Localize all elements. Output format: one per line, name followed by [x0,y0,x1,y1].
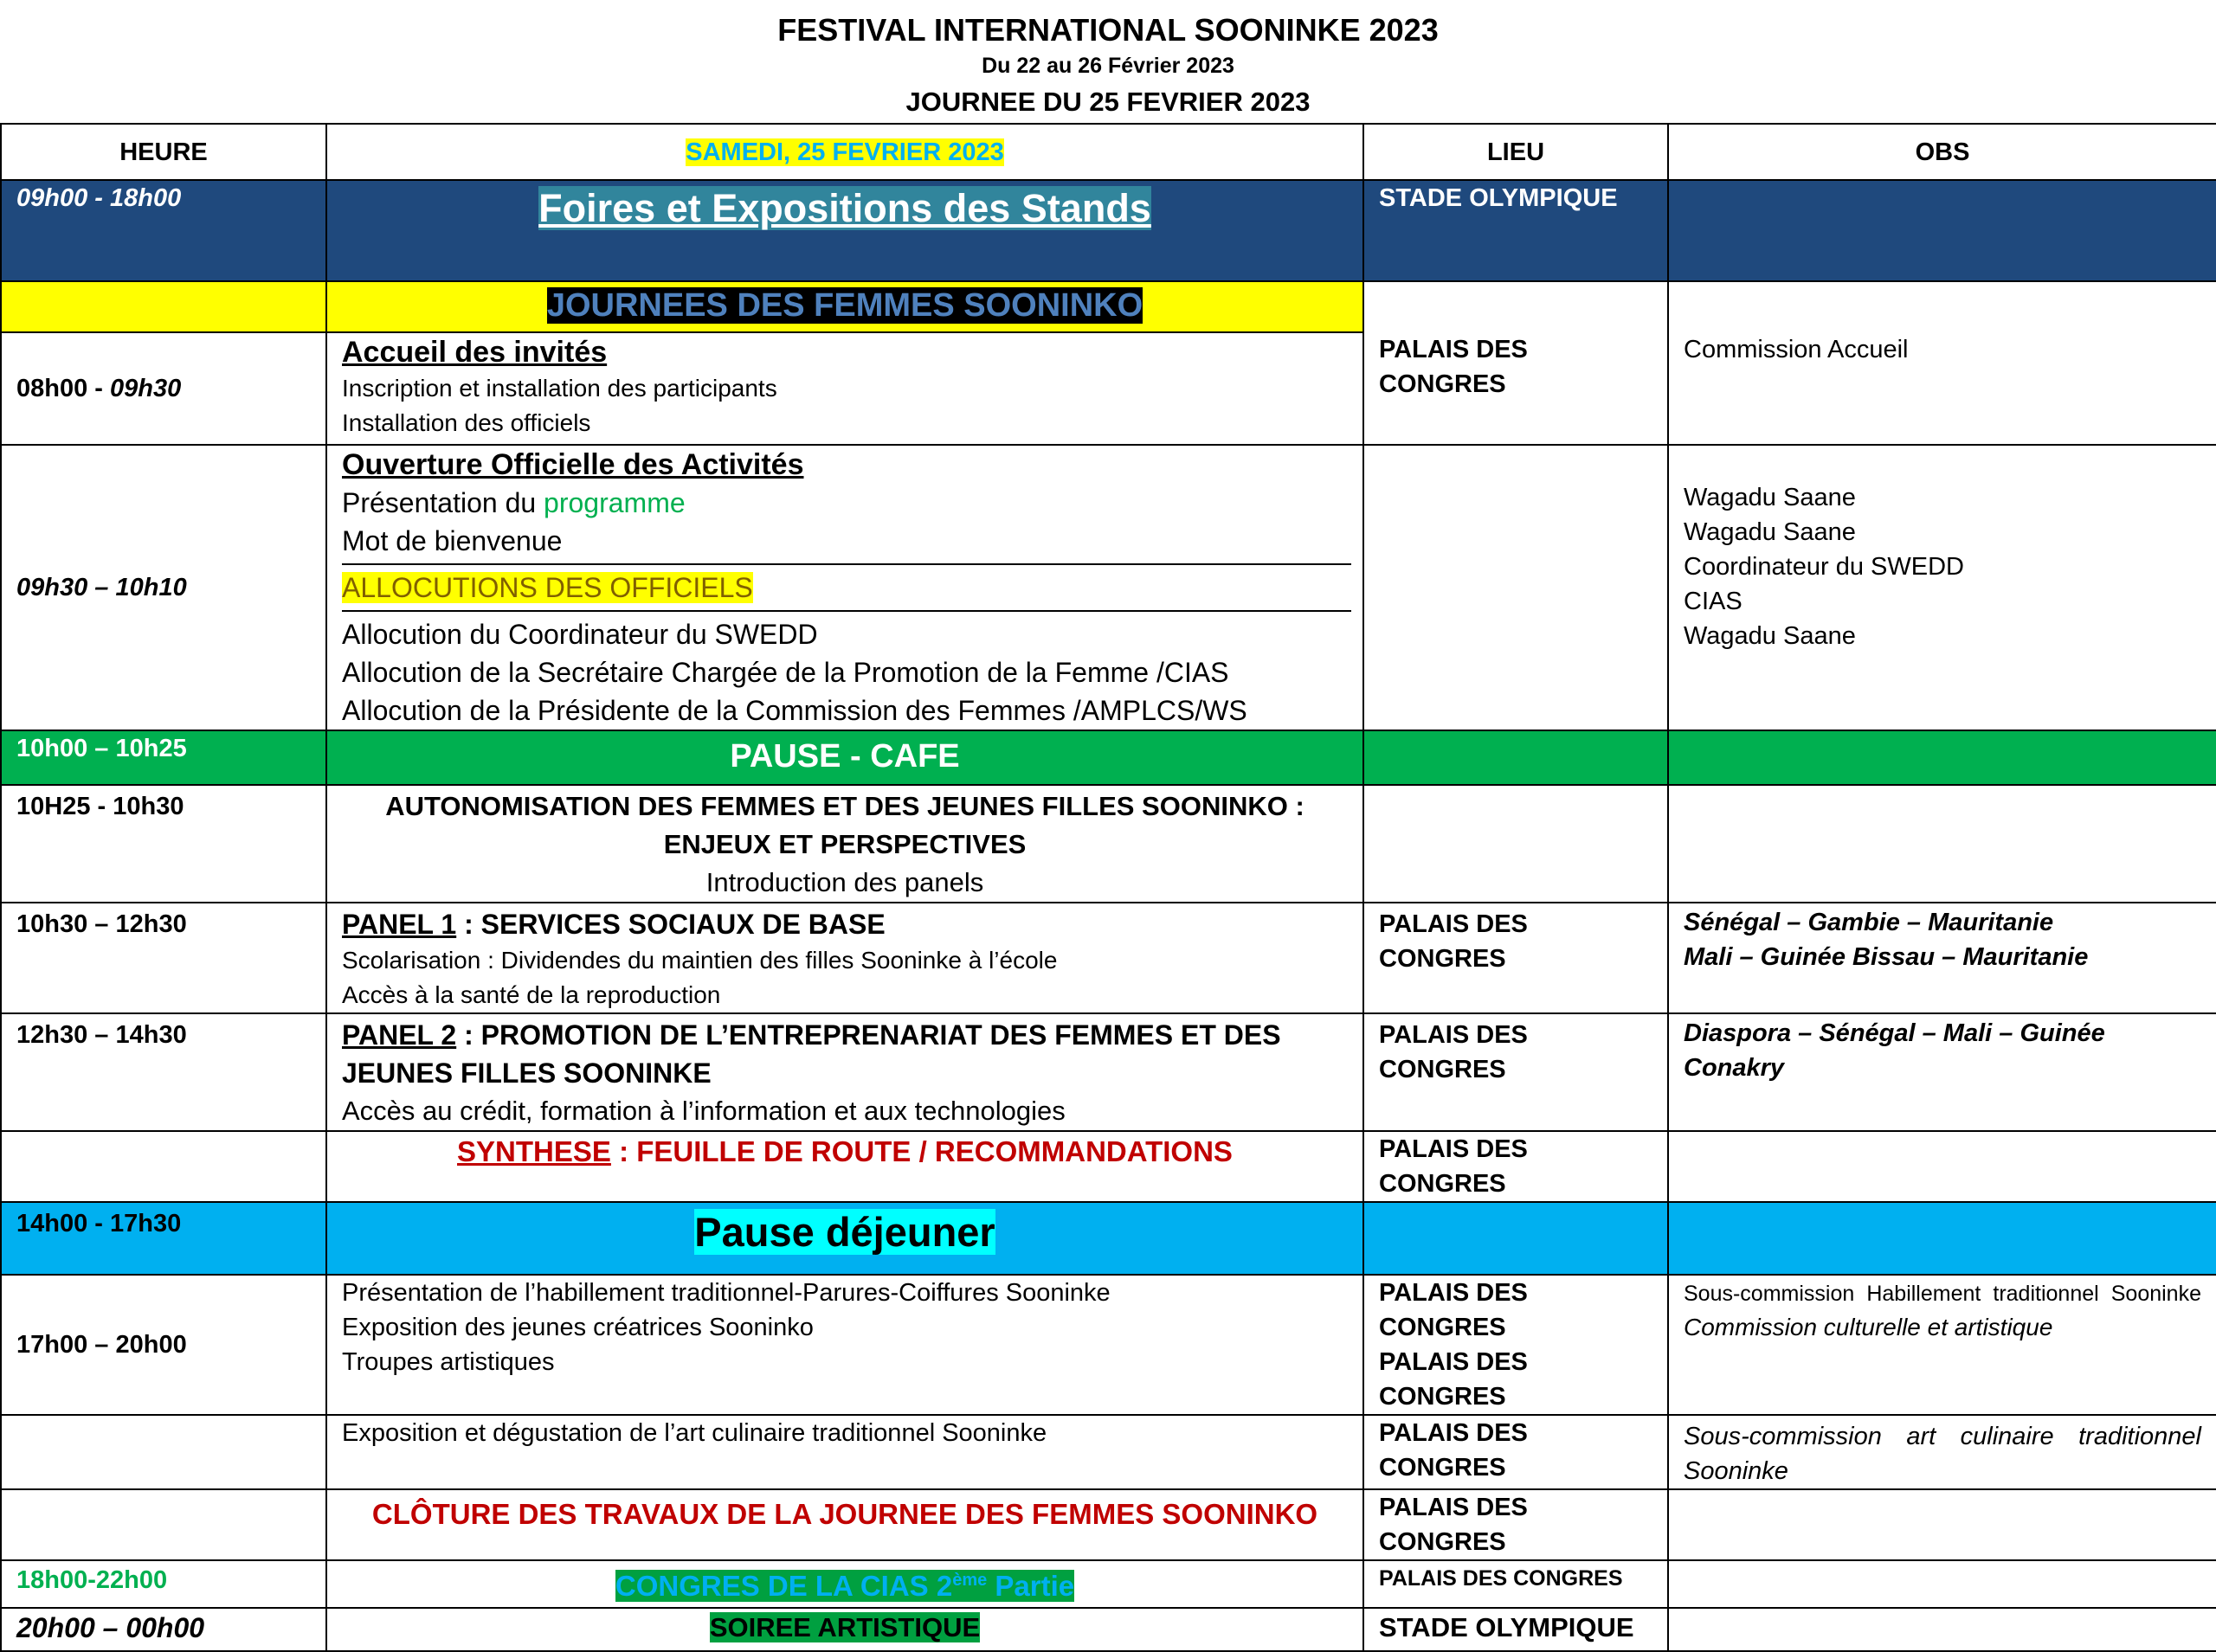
lieu-cell: PALAIS DES CONGRES [1363,1489,1668,1560]
obs-cell: Sénégal – Gambie – Mauritanie Mali – Guinée Bissau – Mauritanie [1668,903,2216,1013]
obs-cell [1668,1202,2216,1275]
obs-cell [1668,1608,2216,1651]
table-row [1,1560,2216,1608]
obs-cell [1668,785,2216,903]
panel1-line: Scolarisation : Dividendes du maintien des filles Sooninke à l’école [342,947,1058,974]
obs-cell: Commission Accueil [1668,281,2216,445]
panel2-title: PANEL 2 : PROMOTION DE L’ENTREPRENARIAT DES FEMMES ET DES JEUNES FILLES SOONINKE [342,1019,1281,1089]
time-cell: 09h30 – 10h10 [1,445,326,730]
table-row [1,1275,2216,1415]
table-row [1,281,2216,332]
day-label: SAMEDI, 25 FEVRIER 2023 [686,138,1004,166]
allocution-line: Allocution du Coordinateur du SWEDD [342,619,818,650]
activity-cell [326,1608,1363,1651]
lieu-cell [1363,1202,1668,1275]
lieu-cell: PALAIS DES CONGRES PALAIS DES CONGRES [1363,1275,1668,1415]
obs-cell [1668,180,2216,281]
activity-cell [326,445,1363,730]
activity-cell: CLÔTURE DES TRAVAUX DE LA JOURNEE DES FEMMES SOONINKO [326,1489,1363,1560]
accueil-title: Accueil des invités [342,336,608,369]
table-row [1,903,2216,1013]
time-cell: 10H25 - 10h30 [1,785,326,903]
col-obs: OBS [1668,124,2216,180]
time-cell: 08h00 - 09h30 [1,332,326,445]
pause-cafe-title: PAUSE - CAFE [730,738,960,775]
ouverture-title: Ouverture Officielle des Activités [342,448,804,481]
table-row [1,1131,2216,1202]
time-cell [1,1131,326,1202]
obs-cell [1668,1131,2216,1202]
autonomisation-title: AUTONOMISATION DES FEMMES ET DES JEUNES FILLES SOONINKO : ENJEUX ET PERSPECTIVES [385,791,1304,859]
obs-cell: Diaspora – Sénégal – Mali – Guinée Conakry [1668,1013,2216,1131]
allocution-line: Allocution de la Présidente de la Commission des Femmes /AMPLCS/WS [342,695,1247,726]
bienvenue-line: Mot de bienvenue [342,525,563,556]
table-header-row [1,124,2216,180]
accueil-line: Installation des officiels [342,409,591,436]
activity-cell [326,332,1363,445]
table-row [1,1489,2216,1560]
activity-cell: Exposition et dégustation de l’art culinaire traditionnel Sooninke [326,1415,1363,1489]
time-cell: 09h00 - 18h00 [1,180,326,281]
obs-cell [1668,1489,2216,1560]
table-row [1,445,2216,730]
time-cell [1,281,326,332]
schedule-table [0,123,2216,1652]
soiree-title: SOIREE ARTISTIQUE [709,1612,981,1642]
time-cell: 10h00 – 10h25 [1,730,326,785]
table-row [1,785,2216,903]
activity-cell [326,281,1363,332]
table-row [1,1608,2216,1651]
obs-cell [1668,730,2216,785]
activity-cell [326,730,1363,785]
lieu-cell: PALAIS DES CONGRES [1363,1415,1668,1489]
time-cell: 18h00-22h00 [1,1560,326,1608]
activity-cell [326,785,1363,903]
allocution-line: Allocution de la Secrétaire Chargée de la Promotion de la Femme /CIAS [342,657,1229,688]
activity-cell [326,1013,1363,1131]
obs-cell: Sous-commission Habillement traditionnel Sooninke Commission culturelle et artistique [1668,1275,2216,1415]
activity-cell [326,1560,1363,1608]
pause-dejeuner-title: Pause déjeuner [694,1209,995,1255]
activity-cell [326,1202,1363,1275]
allocutions-line: ALLOCUTIONS DES OFFICIELS [342,572,753,603]
lieu-cell [1363,730,1668,785]
time-cell [1,1415,326,1489]
autonomisation-sub: Introduction des panels [705,867,984,897]
time-cell: 17h00 – 20h00 [1,1275,326,1415]
col-lieu: LIEU [1363,124,1668,180]
activity-cell [326,903,1363,1013]
document-dates: Du 22 au 26 Février 2023 [982,54,1234,78]
lieu-cell: PALAIS DES CONGRES [1363,903,1668,1013]
table-row [1,1013,2216,1131]
lieu-cell: STADE OLYMPIQUE [1363,1608,1668,1651]
lieu-cell [1363,785,1668,903]
activity-cell: Présentation de l’habillement traditionnel-Parures-Coiffures Sooninke Exposition des jeunes créatrices Sooninko Troupes artistiques [326,1275,1363,1415]
time-cell: 12h30 – 14h30 [1,1013,326,1131]
lieu-cell: PALAIS DES CONGRES [1363,1131,1668,1202]
time-cell: 14h00 - 17h30 [1,1202,326,1275]
col-day [326,124,1363,180]
panel1-title: PANEL 1 : SERVICES SOCIAUX DE BASE [342,909,886,940]
time-cell: 10h30 – 12h30 [1,903,326,1013]
lieu-cell: PALAIS DES CONGRES [1363,1013,1668,1131]
table-row [1,730,2216,785]
time-cell: 20h00 – 00h00 [1,1608,326,1651]
lieu-cell: PALAIS DES CONGRES [1363,281,1668,445]
obs-cell: Wagadu Saane Wagadu Saane Coordinateur du SWEDD CIAS Wagadu Saane [1668,445,2216,730]
col-heure: HEURE [1,124,326,180]
document-title: FESTIVAL INTERNATIONAL SOONINKE 2023 [777,12,1439,48]
table-row [1,1202,2216,1275]
activity-cell [326,180,1363,281]
table-row [1,1415,2216,1489]
document-day: JOURNEE DU 25 FEVRIER 2023 [905,87,1311,117]
table-row [1,180,2216,281]
panel1-line: Accès à la santé de la reproduction [342,981,721,1008]
activity-cell: SYNTHESE : FEUILLE DE ROUTE / RECOMMANDATIONS [326,1131,1363,1202]
lieu-cell: STADE OLYMPIQUE [1363,180,1668,281]
obs-cell [1668,1560,2216,1608]
panel2-line: Accès au crédit, formation à l’information et aux technologies [342,1096,1066,1126]
obs-cell: Sous-commission art culinaire traditionnel Sooninke [1668,1415,2216,1489]
foires-title: Foires et Expositions des Stands [538,186,1151,230]
accueil-line: Inscription et installation des participants [342,375,777,402]
lieu-cell [1363,445,1668,730]
time-cell [1,1489,326,1560]
presentation-line: Présentation du programme [342,487,686,518]
femmes-banner: JOURNEES DES FEMMES SOONINKO [546,287,1143,324]
congres-title: CONGRES DE LA CIAS 2ème Partie [615,1570,1075,1602]
lieu-cell: PALAIS DES CONGRES [1363,1560,1668,1608]
